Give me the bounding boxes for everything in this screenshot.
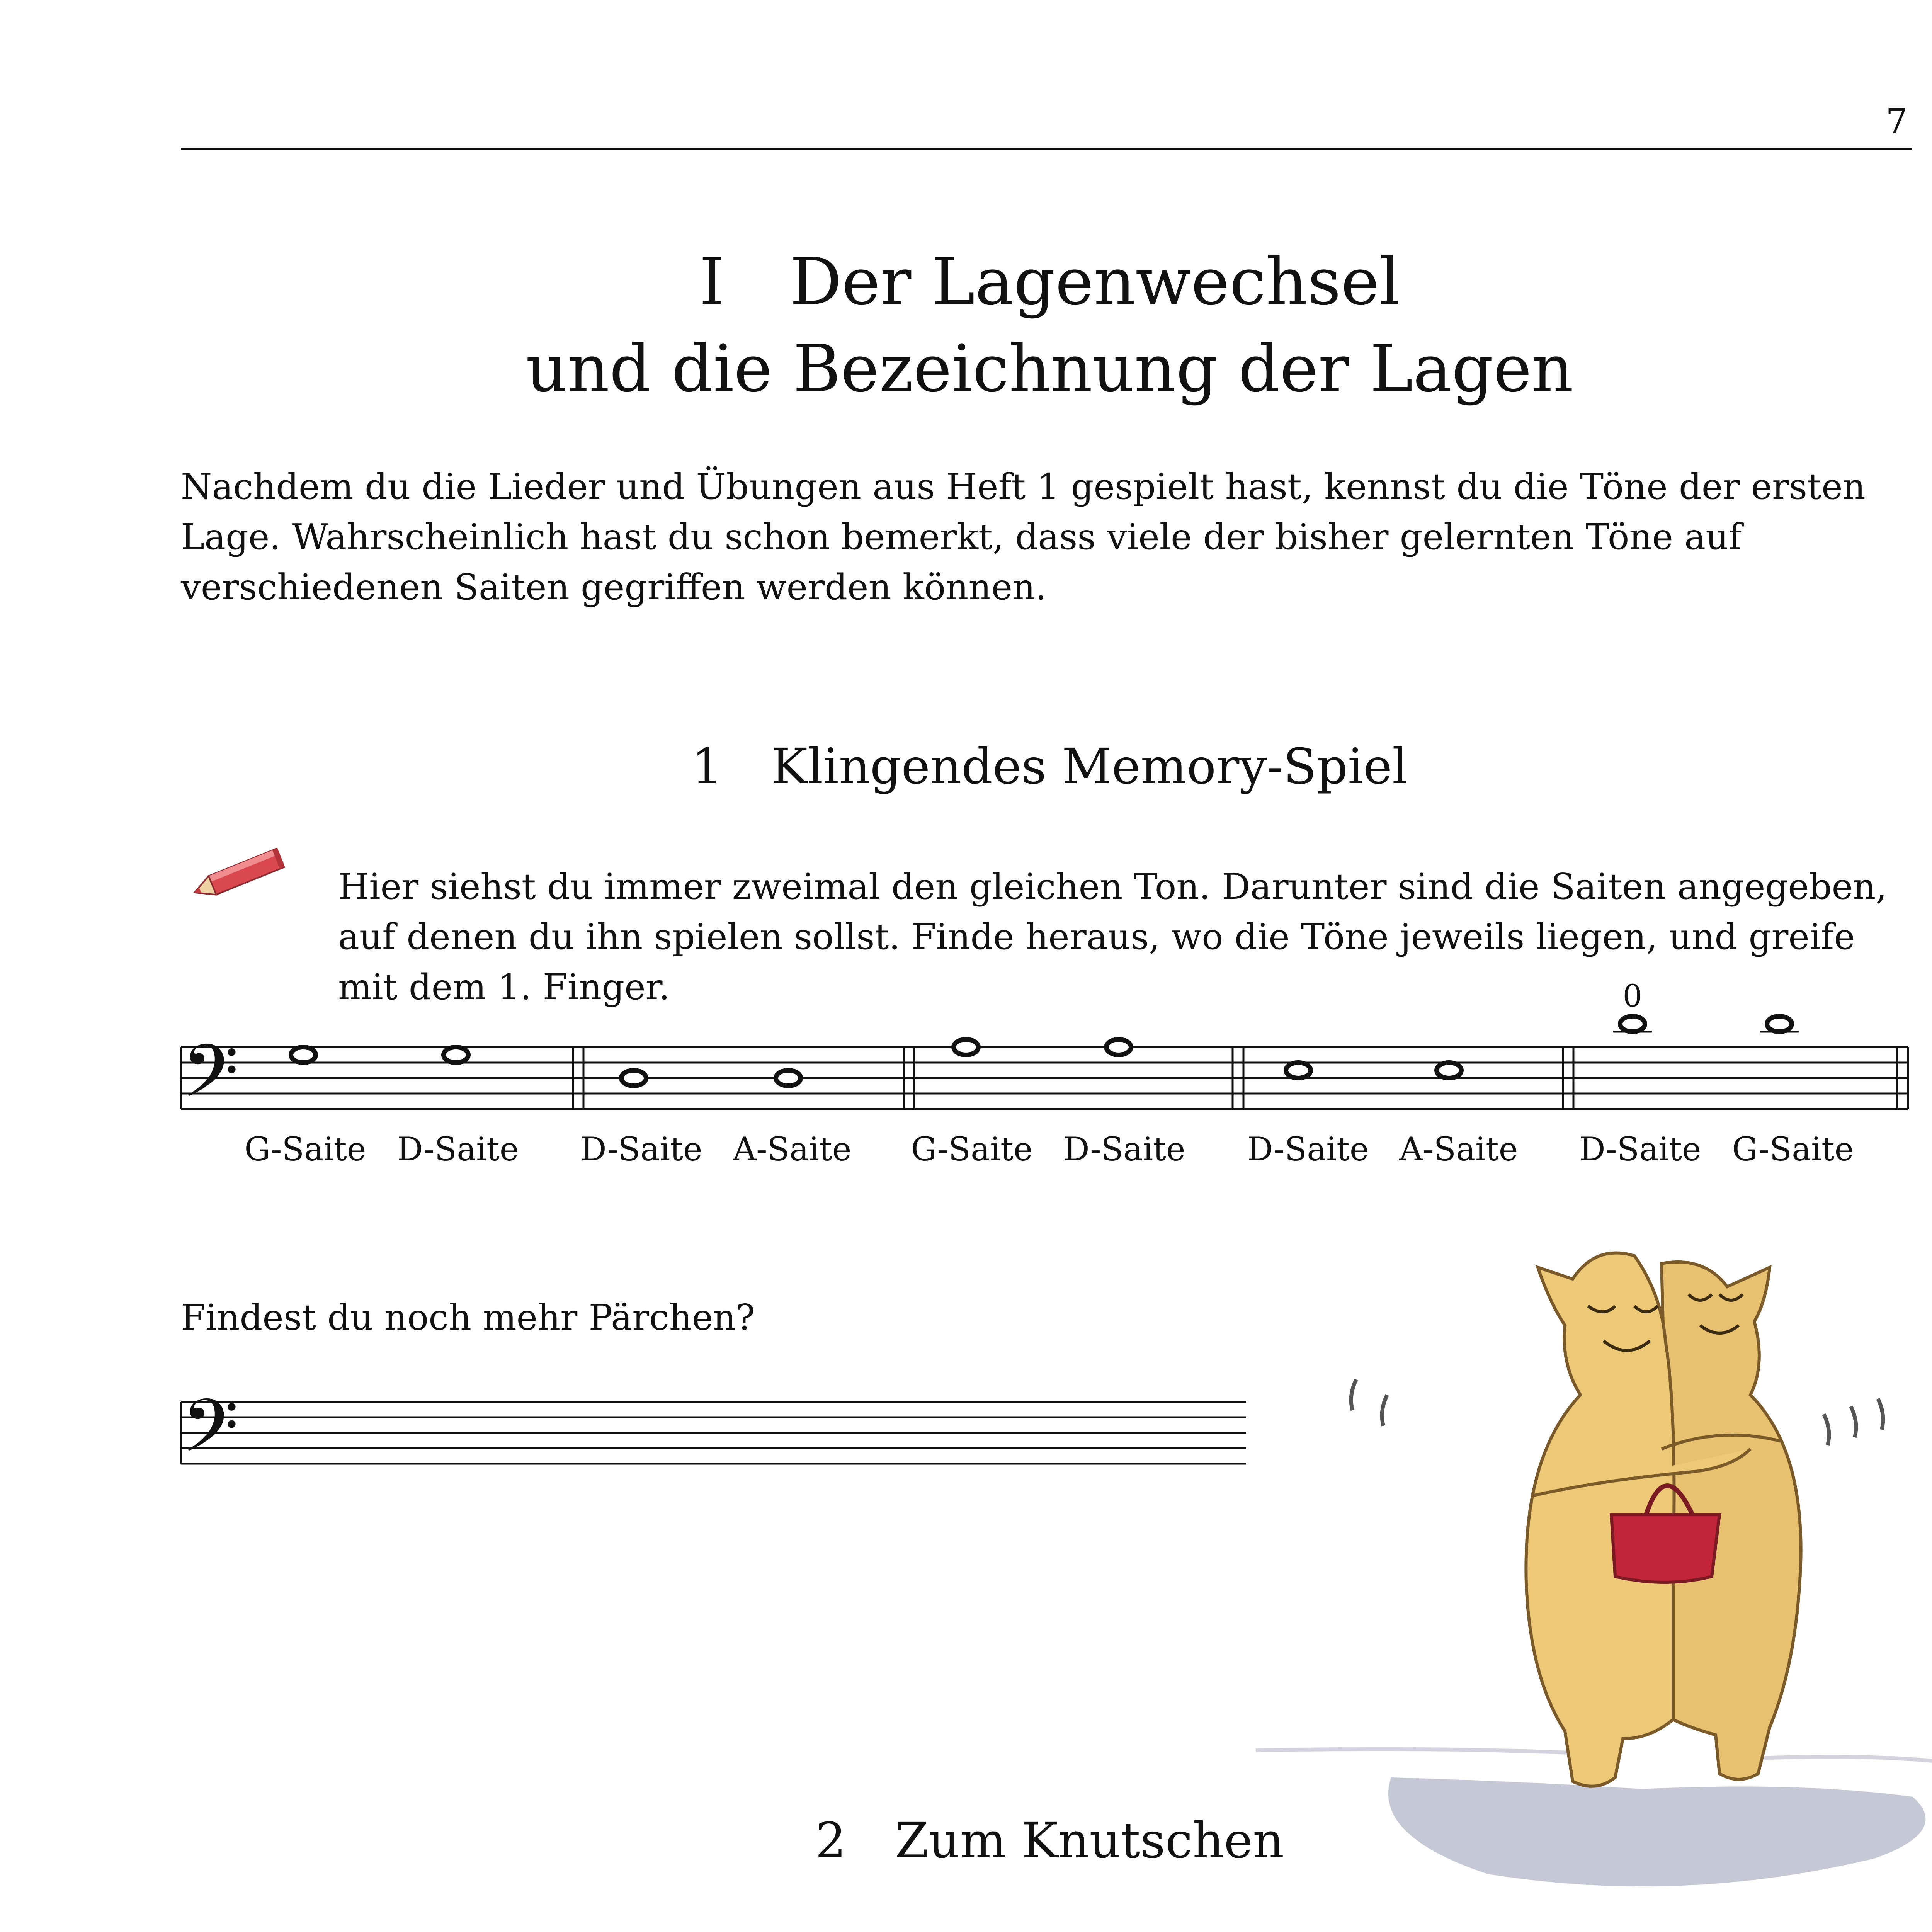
section1-heading: 1 Klingendes Memory-Spiel	[691, 738, 1408, 795]
string-label: G-Saite	[911, 1130, 1033, 1168]
section2-heading: 2 Zum Knutschen	[815, 1812, 1284, 1869]
chapter-title-line2: und die Bezeichnung der Lagen	[526, 331, 1574, 406]
string-label: A-Saite	[1399, 1130, 1518, 1168]
chapter-title-line1: I Der Lagenwechsel	[699, 244, 1400, 320]
string-label: G-Saite	[244, 1130, 366, 1168]
string-label: G-Saite	[1732, 1130, 1854, 1168]
string-label: D-Saite	[397, 1130, 519, 1168]
page-number: 7	[1886, 101, 1908, 142]
string-label: D-Saite	[1579, 1130, 1701, 1168]
string-label: D-Saite	[1063, 1130, 1185, 1168]
section1-instruction: Hier siehst du immer zweimal den gleichen Ton. Darunter sind die Saiten angegeben, auf denen du ihn spielen sollst. Finde heraus, wo die Töne jeweils liegen, und greife mit dem 1. Finger.	[338, 866, 1887, 1008]
string-label: D-Saite	[1247, 1130, 1369, 1168]
intro-paragraph: Nachdem du die Lieder und Übungen aus Heft 1 gespielt hast, kennst du die Töne der ersten Lage. Wahrscheinlich hast du schon bemerkt, dass viele der bisher gelernten Töne auf verschiedenen Saiten gegriffen werden können.	[181, 466, 1866, 608]
section1-question: Findest du noch mehr Pärchen?	[181, 1297, 755, 1338]
bass-clef-icon: 𝄢	[182, 1029, 239, 1132]
open-string-mark: 0	[1622, 978, 1643, 1014]
string-label: A-Saite	[733, 1130, 852, 1168]
string-label: D-Saite	[580, 1130, 702, 1168]
bass-clef-icon: 𝄢	[182, 1384, 239, 1487]
